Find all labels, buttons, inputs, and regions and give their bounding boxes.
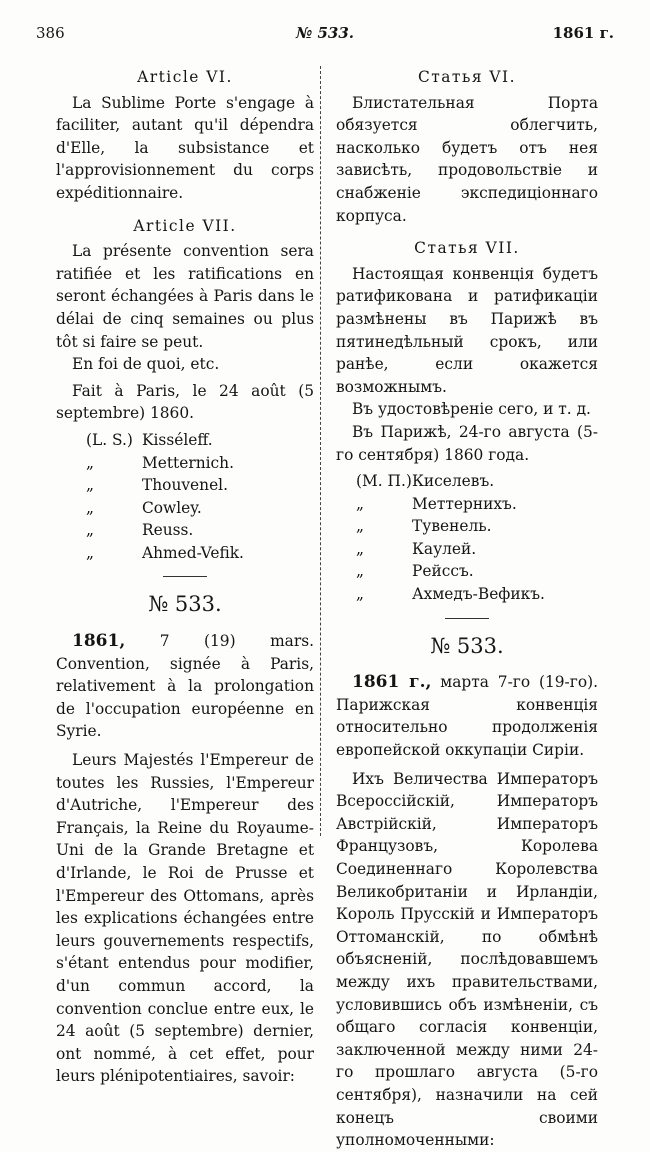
signatory-name: Cowley.: [142, 498, 202, 517]
signature-block: [56, 429, 314, 565]
ditto-mark: „: [86, 453, 94, 472]
place-date-line: Въ Парижѣ, 24-го августа (5-го сентября) 1860 года.: [336, 422, 598, 464]
signatory-name: Reuss.: [142, 521, 194, 540]
ditto-mark: „: [356, 539, 364, 558]
document-year: 1861 г.,: [352, 672, 432, 693]
article-7-text: La présente convention sera ratifiée et les ratifications en seront échangées à Paris dans le délai de cinq semaines ou plus tôt si faire se peut.: [56, 242, 314, 351]
preamble-text: Ихъ Величества Императоръ Всероссійскій, Императоръ Австрійскій, Императоръ Французовъ, Королева Соединеннаго Королевства Великобританіи и Ирландіи, Король Прусскій и Императоръ Оттоманскій, по обмѣнѣ объясненій, послѣдовавшемъ между ихъ правительствами, условившись объ измѣненіи, съ общаго согласія конвенціи, заключенной между ними 24-го прошлаго августа (5-го сентября), назначили на сей конецъ своими уполномоченными:: [336, 769, 598, 1150]
signatory-name: Kisséleff.: [142, 430, 213, 449]
preamble-text: Leurs Majestés l'Empereur de toutes les Russies, l'Empereur d'Autriche, l'Empereur des Français, la Reine du Royaume-Uni de la Grande Bretagne et d'Irlande, le Roi de Prusse et l'Empereur des Ottomans, après les explications échangées entre leurs gouvernements respectifs, s'étant entendus pour modifier, d'un commun accord, la convention conclue entre eux, le 24 août (5 septembre) dernier, ont nommé, à cet effet, pour leurs plénipotentiaires, savoir:: [56, 751, 314, 1086]
article-6-heading: Article VI.: [137, 68, 233, 86]
document-intro-text: марта 7-го (19-го). Парижская конвенція относительно продолженія европейской оккупаціи Сиріи.: [336, 673, 598, 760]
attestation-line: Въ удостовѣреніе сего, и т. д.: [352, 400, 591, 419]
russian-column: [336, 66, 598, 1152]
signature-block: [336, 470, 598, 606]
ditto-mark: „: [86, 498, 94, 517]
signatory-name: Thouvenel.: [142, 476, 228, 495]
signatory-name: Ахмедъ-Вефикъ.: [412, 585, 545, 604]
article-6-heading: Статья VI.: [417, 68, 517, 86]
signatory-name: Тувенель.: [412, 517, 492, 536]
running-year: 1861 г.: [552, 24, 614, 42]
document-number: № 533.: [430, 633, 504, 658]
article-7-heading: Article VII.: [133, 216, 237, 235]
ditto-mark: „: [356, 585, 364, 604]
place-date-line: Fait à Paris, le 24 août (5 septembre) 1860.: [56, 381, 314, 423]
article-6-text: La Sublime Porte s'engage à faciliter, autant qu'il dépendra d'Elle, la subsistance et l'approvisionnement du corps expéditionnaire.: [56, 93, 314, 202]
article-7-text: Настоящая конвенція будетъ ратификована и ратификаціи размѣнены въ Парижѣ въ пятинедѣльный срокъ, или ранѣе, если окажется возможнымъ.: [336, 264, 598, 396]
seal-mark: (L. S.): [86, 430, 133, 449]
document-intro: [336, 671, 598, 761]
ditto-mark: „: [356, 494, 364, 513]
ditto-mark: „: [356, 562, 364, 581]
article-6-text: Блистательная Порта обязуется облегчить, насколько будетъ отъ нея зависѣть, продовольствіе и снабженіе экспедиціоннаго корпуса.: [336, 93, 598, 225]
article-7-heading: Статья VII.: [414, 239, 520, 258]
section-rule: [445, 618, 489, 619]
seal-mark: (М. П.): [356, 472, 412, 491]
signatory-name: Меттернихъ.: [412, 494, 517, 513]
signatory-name: Ahmed-Vefik.: [142, 543, 244, 562]
document-year: 1861,: [72, 631, 126, 652]
signatory-name: Каулей.: [412, 539, 477, 558]
signatory-name: Рейссъ.: [412, 562, 474, 581]
running-doc-number: № 533.: [295, 24, 355, 42]
page-number: 386: [36, 24, 65, 42]
ditto-mark: „: [86, 521, 94, 540]
column-divider: [320, 66, 321, 836]
document-intro: [56, 630, 314, 743]
french-column: [56, 66, 314, 1088]
ditto-mark: „: [86, 476, 94, 495]
document-number: № 533.: [148, 592, 222, 617]
signatory-name: Metternich.: [142, 453, 234, 472]
section-rule: [163, 576, 207, 577]
document-intro-text: 7 (19) mars. Convention, signée à Paris, relativement à la prolongation de l'occupation européenne en Syrie.: [56, 632, 314, 741]
ditto-mark: „: [356, 517, 364, 536]
ditto-mark: „: [86, 543, 94, 562]
signatory-name: Киселевъ.: [412, 472, 495, 491]
attestation-line: En foi de quoi, etc.: [72, 355, 220, 374]
